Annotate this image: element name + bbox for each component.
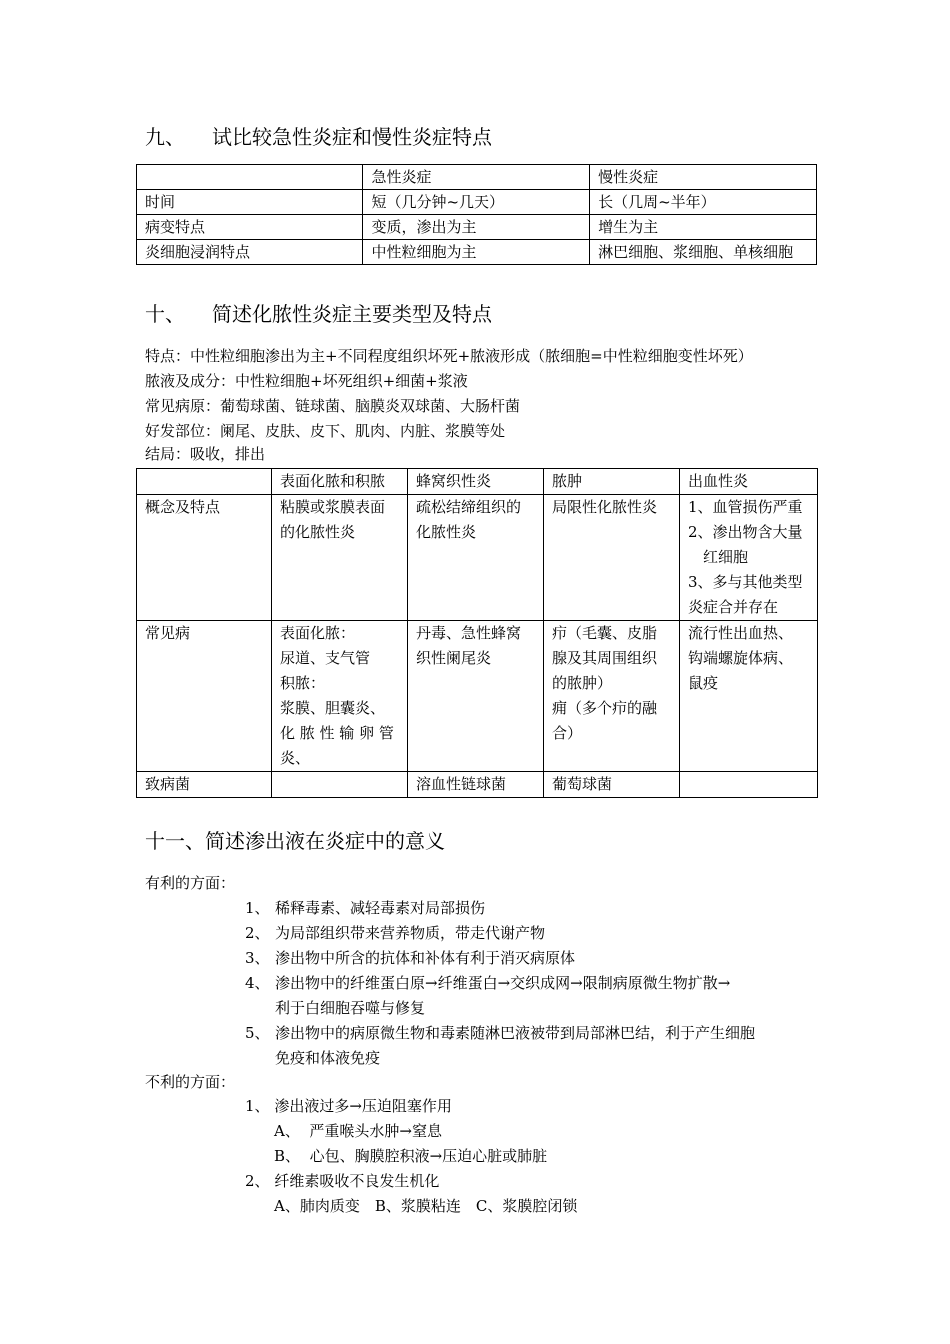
table-row [137,190,817,215]
list-item [245,971,755,1021]
table-header-cell: 慢性炎症 [590,165,817,190]
cell-line: 1、血管损伤严重 [688,498,803,516]
cell-line: 积脓： [280,674,326,692]
table-header-cell: 出血性炎 [680,469,818,495]
benefits-label: 有利的方面： [145,874,236,892]
cell-line: 流行性出血热、 [688,624,794,642]
table-cell [272,772,408,798]
table-cell: 淋巴细胞、浆细胞、单核细胞 [590,240,817,265]
common-pathogens-line: 常见病原：葡萄球菌、链球菌、脑膜炎双球菌、大肠杆菌 [145,397,521,415]
table-cell: 病变特点 [137,215,363,240]
cell-line: 3、多与其他类型 [688,573,803,591]
table-cell [408,621,544,772]
list-subitem [274,1196,577,1216]
cell-line: 织性阑尾炎 [416,649,492,667]
cell-line: 炎症合并存在 [688,598,779,616]
table-row [137,495,818,621]
list-item-text: 渗出物中的纤维蛋白原→纤维蛋白→交织成网→限制病原微生物扩散→ [275,974,731,992]
list-item-text: 为局部组织带来营养物质，带走代谢产物 [275,924,546,942]
table-row [137,621,818,772]
table-cell [680,772,818,798]
list-item-number: 4、 [245,974,270,992]
section-11-heading: 十一、简述渗出液在炎症中的意义 [145,829,445,853]
cell-line: 2、渗出物含大量 [688,523,803,541]
benefits-list [245,896,755,1071]
cell-line: 红细胞 [688,548,749,566]
cell-line: 疖（毛囊、皮脂 [552,624,658,642]
cell-line: 化 脓 性 输 卵 管 [280,724,394,742]
table-header-cell: 蜂窝织性炎 [408,469,544,495]
list-subitem [274,1121,442,1141]
list-item-letter: B、 [274,1147,301,1165]
table-row-label: 致病菌 [137,772,272,798]
table-cell [544,495,680,621]
section-9-number: 九、 [145,125,185,149]
cell-line: 钩端螺旋体病、 [688,649,794,667]
table-row [137,240,817,265]
cell-line: 的化脓性炎 [280,523,356,541]
table-cell: 炎细胞浸润特点 [137,240,363,265]
cell-line: 粘膜或浆膜表面 [280,498,386,516]
section-10-heading [145,301,492,327]
table-cell: 葡萄球菌 [544,772,680,798]
table-cell [544,621,680,772]
cell-line: 腺及其周围组织 [552,649,658,667]
section-10-title: 简述化脓性炎症主要类型及特点 [212,302,492,326]
table-cell [680,495,818,621]
list-item-text: A、肺肉质变 B、浆膜粘连 C、浆膜腔闭锁 [274,1197,578,1215]
list-item-text: 渗出物中的病原微生物和毒素随淋巴液被带到局部淋巴结，利于产生细胞 [275,1024,756,1042]
cell-line: 局限性化脓性炎 [552,498,658,516]
table-cell [680,621,818,772]
table-header-cell [137,469,272,495]
table-row [137,772,818,798]
list-item-text: 心包、胸膜腔积液→压迫心脏或肺脏 [300,1147,548,1165]
list-item-letter: A、 [274,1122,300,1140]
cell-line: 化脓性炎 [416,523,477,541]
table-row [137,215,817,240]
table-cell [272,495,408,621]
table-cell: 增生为主 [590,215,817,240]
list-item-number: 2、 [245,924,270,942]
list-item-number: 1、 [245,899,270,917]
table-header-cell: 急性炎症 [363,165,590,190]
list-item [245,921,755,946]
list-item-number: 1、 [245,1097,270,1115]
table-header-cell: 脓肿 [544,469,680,495]
table-row-label: 常见病 [137,621,272,772]
cell-line: 浆膜、胆囊炎、 [280,699,386,717]
cell-line: 表面化脓： [280,624,356,642]
table-cell: 中性粒细胞为主 [363,240,590,265]
cell-line: 炎、 [280,749,311,767]
list-item-text: 渗出物中所含的抗体和补体有利于消灭病原体 [275,949,576,967]
table-cell [408,495,544,621]
cell-line: 合） [552,724,583,742]
table-row-label: 概念及特点 [137,495,272,621]
section-10-number: 十、 [145,302,185,326]
drawbacks-label: 不利的方面： [145,1073,236,1091]
cell-line: 尿道、支气管 [280,649,371,667]
table-cell: 变质，渗出为主 [363,215,590,240]
cell-line: 疏松结缔组织的 [416,498,522,516]
list-item [245,1021,755,1071]
table-cell: 短（几分钟~几天） [363,190,590,215]
table-cell [272,621,408,772]
list-item-number: 5、 [245,1024,270,1042]
cell-line: 鼠疫 [688,674,719,692]
suppurative-inflammation-table [136,468,818,798]
list-item-text: 利于白细胞吞噬与修复 [275,999,426,1017]
list-item-text: 纤维素吸收不良发生机化 [269,1172,440,1190]
table-cell: 溶血性链球菌 [408,772,544,798]
acute-chronic-comparison-table [136,164,817,265]
table-header-row [137,165,817,190]
pus-components-line: 脓液及成分：中性粒细胞+坏死组织+细菌+浆液 [145,372,468,390]
pus-features-line: 特点：中性粒细胞渗出为主+不同程度组织坏死+脓液形成（脓细胞=中性粒细胞变性坏死） [145,347,753,365]
list-item-number: 2、 [245,1172,270,1190]
table-header-row [137,469,818,495]
list-item-number: 3、 [245,949,270,967]
list-item-text: 渗出液过多→压迫阻塞作用 [269,1097,452,1115]
list-item [245,946,755,971]
table-cell: 长（几周~半年） [590,190,817,215]
list-item-text: 稀释毒素、减轻毒素对局部损伤 [275,899,486,917]
list-item-text: 严重喉头水肿→窒息 [299,1122,442,1140]
section-9-heading [145,124,492,150]
common-sites-line: 好发部位：阑尾、皮肤、皮下、肌肉、内脏、浆膜等处 [145,422,506,440]
cell-line: 痈（多个疖的融 [552,699,658,717]
section-9-title: 试比较急性炎症和慢性炎症特点 [212,125,492,149]
table-header-cell [137,165,363,190]
list-item [245,1171,439,1191]
list-item [245,896,755,921]
cell-line: 的脓肿） [552,674,613,692]
list-item-text: 免疫和体液免疫 [275,1049,381,1067]
table-cell: 时间 [137,190,363,215]
list-subitem [274,1146,547,1166]
cell-line: 丹毒、急性蜂窝 [416,624,522,642]
table-header-cell: 表面化脓和积脓 [272,469,408,495]
outcome-line: 结局：吸收，排出 [145,445,266,463]
list-item [245,1096,452,1116]
